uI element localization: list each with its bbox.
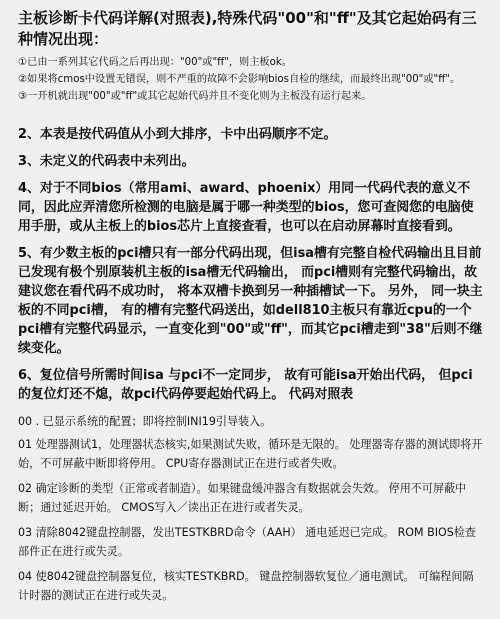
code-02: 02 确定诊断的类型（正常或者制造）。如果键盘缓冲器含有数据就会失效。 停用不可屏蔽中断；通过延迟开始。 CMOS写入／读出正在进行或者失灵。: [18, 482, 467, 514]
code-03: 03 清除8042键盘控制器，发出TESTKBRD命令（AAH） 通电延迟已完成。 ROM BIOS检查部件正在进行或失灵。: [18, 526, 476, 558]
note-5: 5、有少数主板的pci槽只有一部分代码出现，但isa槽有完整自检代码输出且目前已发现有极个别原装机主板的isa槽无代码输出， 而pci槽则有完整代码输出，故建议您在看代码不成功时， 将本双槽卡换到另一种插槽试一下。 另外， 同一块主板的不同pci槽， 有的槽有完整代码送出，如dell810主板只有靠近cpu的一个pci槽有完整代码显示，一直变化到"00"或"ff"，而其它pci槽走到"38"后则不继续变化。: [18, 246, 483, 356]
situation-3: ③一开机就出现"00"或"ff"或其它起始代码并且不变化则为主板没有运行起来。: [18, 91, 372, 102]
document-title: 主板诊断卡代码详解(对照表),特殊代码"00"和"ff"及其它起始码有三种情况出现：: [18, 9, 477, 48]
note-3: 3、未定义的代码表中未列出。: [18, 154, 195, 169]
situation-2: ②如果将cmos中设置无错误，则不严重的故障不会影响bios自检的继续，而最终出现"00"或"ff"。: [18, 74, 461, 85]
code-01: 01 处理器测试1，处理器状态核实,如果测试失败，循环是无限的。 处理器寄存器的测试即将开始，不可屏蔽中断即将停用。 CPU寄存器测试正在进行或者失败。: [18, 438, 483, 470]
situation-1: ①已由一系列其它代码之后再出现："00"或"ff"，则主板ok。: [18, 57, 292, 68]
code-00: 00 . 已显示系统的配置；即将控制INI19引导装入。: [18, 415, 272, 428]
spacer: [18, 105, 484, 125]
note-6: 6、复位信号所需时间isa 与pci不一定同步， 故有可能isa开始出代码， 但pci的复位灯还不熄，故pci代码停要起始代码上。 代码对照表: [18, 368, 473, 402]
note-4: 4、对于不同bios（常用ami、award、phoenix）用同一代码代表的意义不同，因此应弄清您所检测的电脑是属于哪一种类型的bios，您可查阅您的电脑使用手册，或从主板上的bios芯片上直接查看，也可以在启动屏幕时直接看到。: [18, 181, 474, 234]
note-2: 2、本表是按代码值从小到大排序，卡中出码顺序不定。: [18, 127, 337, 142]
code-04: 04 使8042键盘控制器复位，核实TESTKBRD。 键盘控制器软复位／通电测试。 可编程间隔计时器的测试正在进行或失灵。: [18, 570, 474, 602]
